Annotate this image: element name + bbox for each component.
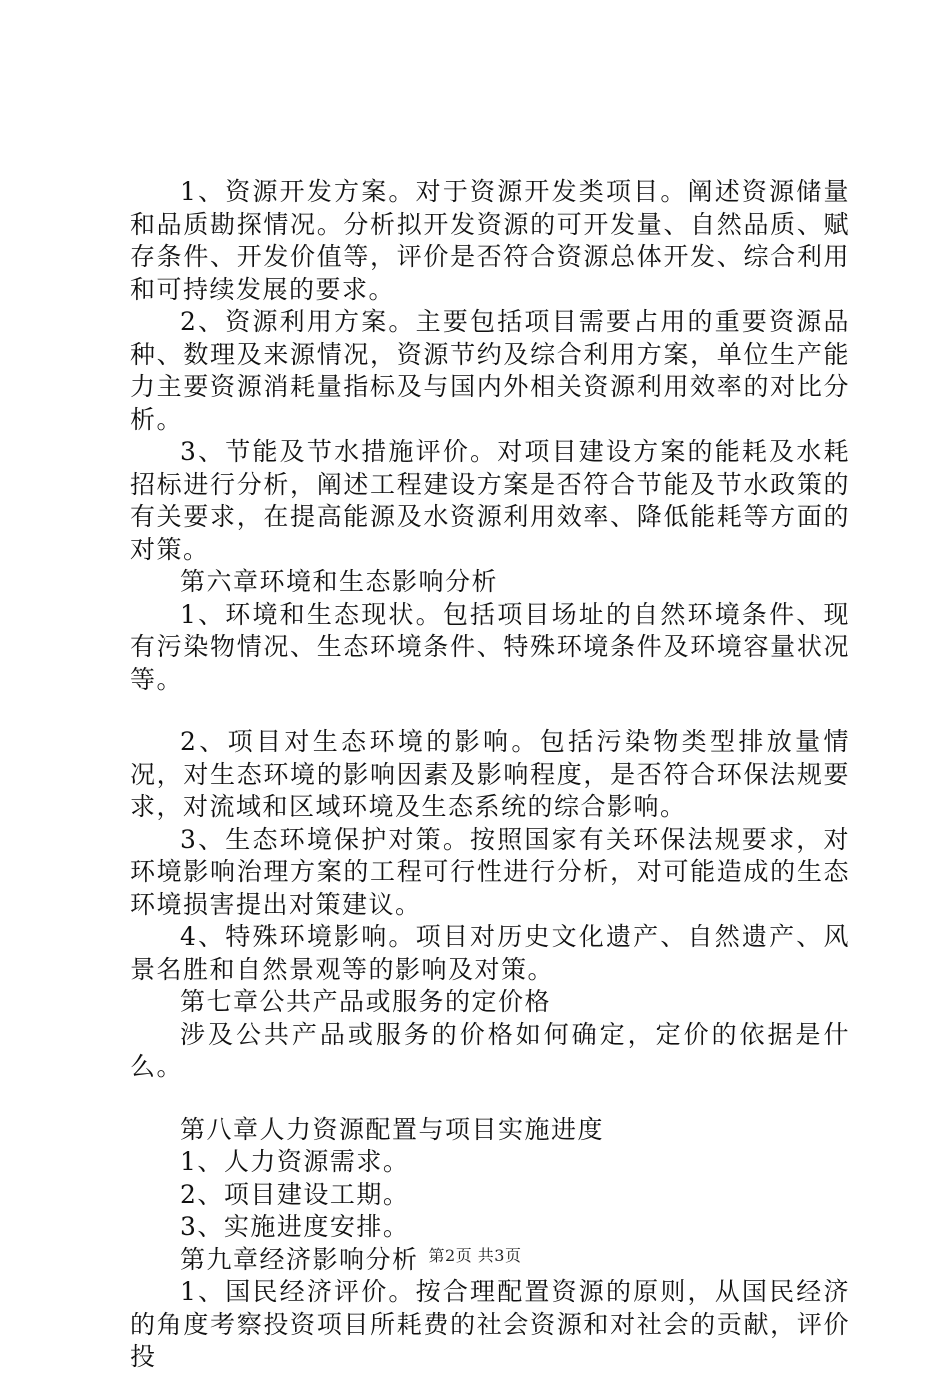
paragraph-ecological-impact: 2、项目对生态环境的影响。包括污染物类型排放量情况，对生态环境的影响因素及影响程度，是否符合环保法规要求，对流域和区域环境及生态系统的综合影响。 [130,727,850,821]
chapter-6-heading: 第六章环境和生态影响分析 [180,567,499,596]
document-body [130,176,850,1374]
paragraph-national-economy: 1、国民经济评价。按合理配置资源的原则，从国民经济的角度考察投资项目所耗费的社会资源和对社会的贡献，评价投 [130,1277,850,1371]
paragraph-schedule: 3、实施进度安排。 [180,1212,410,1241]
chapter-7-heading: 第七章公共产品或服务的定价格 [180,987,552,1016]
paragraph-environment-status: 1、环境和生态现状。包括项目场址的自然环境条件、现有污染物情况、生态环境条件、特殊环境条件及环境容量状况等。 [130,599,850,694]
page-footer: 第2页 共3页 [428,1246,522,1265]
paragraph-construction-period: 2、项目建设工期。 [180,1179,410,1209]
paragraph-resource-development: 1、资源开发方案。对于资源开发类项目。阐述资源储量和品质勘探情况。分析拟开发资源的可开发量、自然品质、赋存条件、开发价值等，评价是否符合资源总体开发、综合利用和可持续发展的要求。 [130,177,850,304]
paragraph-special-environment: 4、特殊环境影响。项目对历史文化遗产、自然遗产、风景名胜和自然景观等的影响及对策。 [130,922,850,984]
chapter-8-heading: 第八章人力资源配置与项目实施进度 [180,1114,605,1144]
chapter-9-heading: 第九章经济影响分析 [180,1244,419,1274]
paragraph-resource-utilization: 2、资源利用方案。主要包括项目需要占用的重要资源品种、数理及来源情况，资源节约及综合利用方案，单位生产能力主要资源消耗量指标及与国内外相关资源利用效率的对比分析。 [130,307,850,434]
paragraph-energy-water-saving: 3、节能及节水措施评价。对项目建设方案的能耗及水耗招标进行分析，阐述工程建设方案是否符合节能及节水政策的有关要求，在提高能源及水资源利用效率、降低能耗等方面的对策。 [130,437,850,564]
paragraph-hr-demand: 1、人力资源需求。 [180,1147,410,1176]
paragraph-pricing: 涉及公共产品或服务的价格如何确定，定价的依据是什么。 [130,1019,850,1081]
paragraph-ecological-protection: 3、生态环境保护对策。按照国家有关环保法规要求，对环境影响治理方案的工程可行性进行分析，对可能造成的生态环境损害提出对策建议。 [130,824,850,919]
